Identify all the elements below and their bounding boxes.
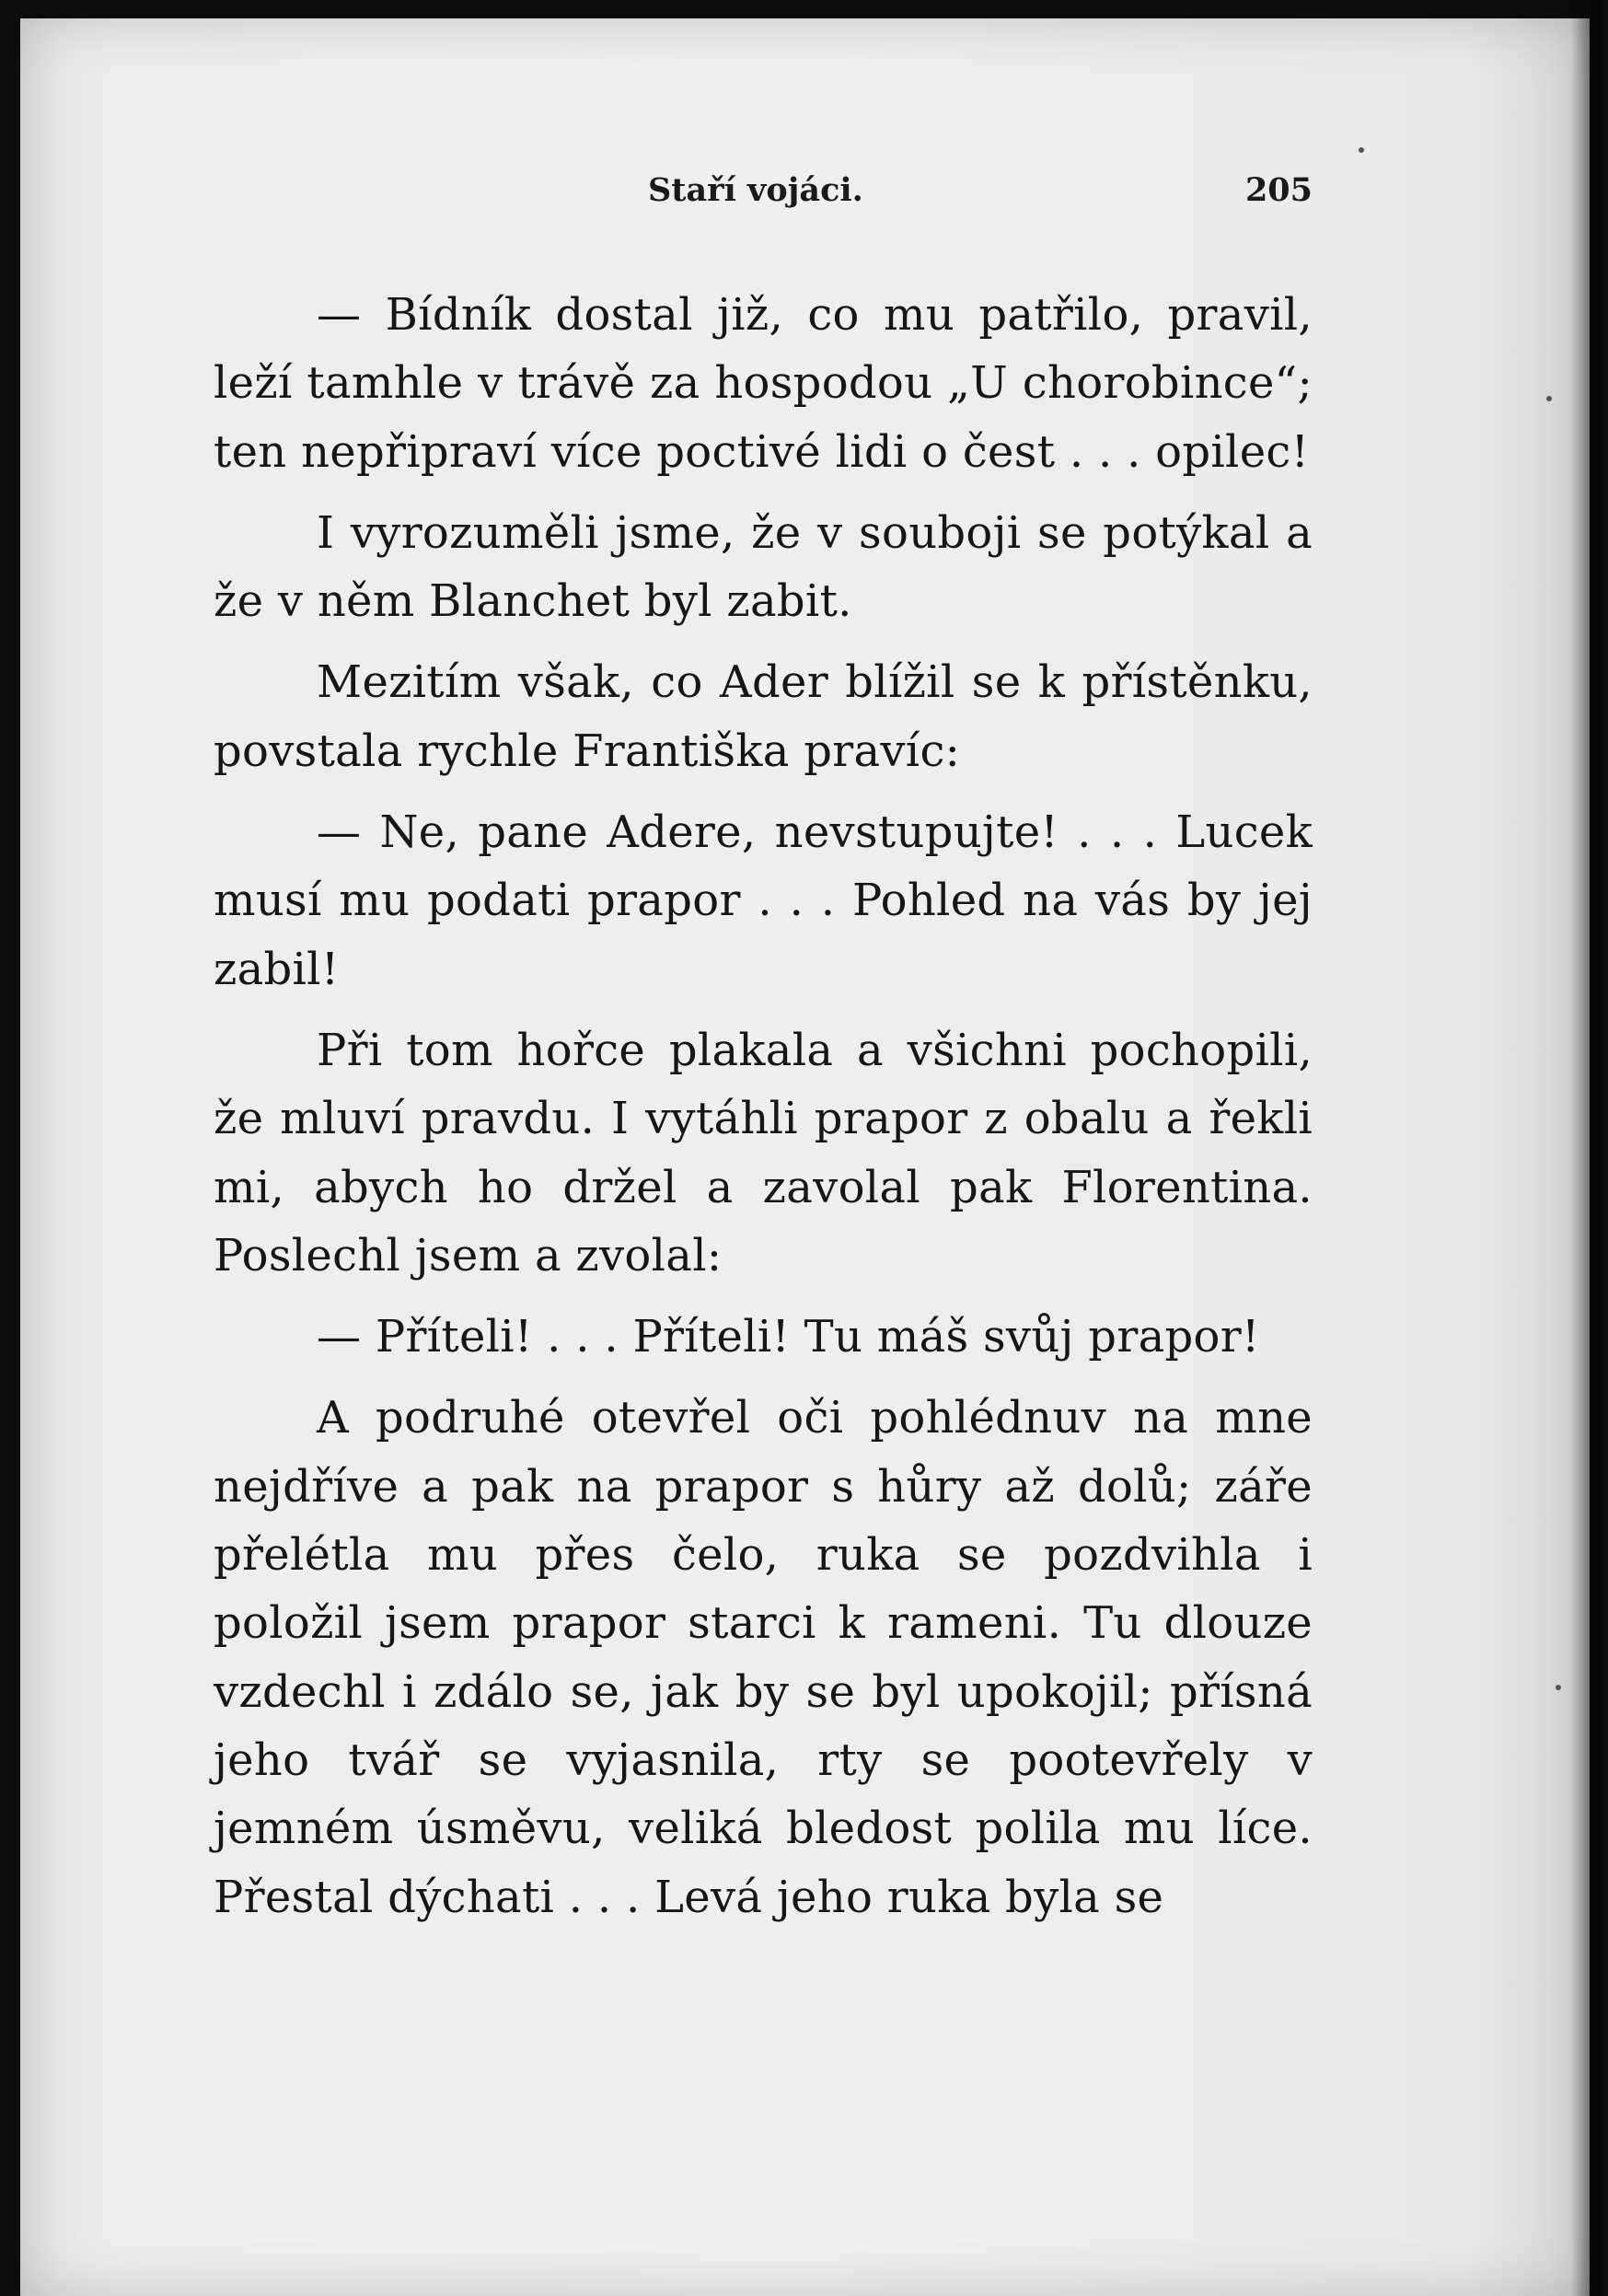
right-scan-border bbox=[1571, 0, 1608, 2296]
paragraph-4: — Ne, pane Adere, nevstupujte! . . . Lucek musí mu podati prapor . . . Pohled na vás by jej zabil! bbox=[214, 806, 1313, 995]
paragraph-6: — Příteli! . . . Příteli! Tu máš svůj prapor! bbox=[317, 1311, 1260, 1363]
paragraph-2: I vyrozuměli jsme, že v souboji se potýkal a že v něm Blanchet byl zabit. bbox=[214, 506, 1313, 628]
paragraph-7: A podruhé otevřel oči pohlédnuv na mne nejdříve a pak na prapor s hůry až dolů; záře přelétla mu přes čelo, ruka se pozdvihla i položil jsem prapor starci k rameni. Tu dlouze vzdechl i zdálo se, jak by se byl upokojil; přísná jeho tvář se vyjasnila, rty se pootevřely v jemném úsměvu, veliká bledost polila mu líce. Přestal dýchati . . . Levá jeho ruka byla se bbox=[214, 1392, 1313, 1923]
scan-speck bbox=[1359, 147, 1364, 153]
paragraph-3: Mezitím však, co Ader blížil se k přístěnku, povstala rychle Františka pravíc: bbox=[214, 656, 1313, 777]
running-title: Staří vojáci. bbox=[648, 171, 863, 209]
body-text bbox=[214, 281, 1313, 1931]
scan-speck bbox=[1546, 396, 1552, 401]
page-number: 205 bbox=[1244, 171, 1313, 209]
paragraph-5: Při tom hořce plakala a všichni pochopili, že mluví pravdu. I vytáhli prapor z obalu a řekli mi, abych ho držel a zavolal pak Florentina. Poslechl jsem a zvolal: bbox=[214, 1024, 1313, 1281]
paragraph-1: — Bídník dostal již, co mu patřilo, pravil, leží tamhle v trávě za hospodou „U chorobince“; ten nepřipraví více poctivé lidi o čest . . . opilec! bbox=[214, 289, 1313, 478]
page-header bbox=[214, 171, 1313, 217]
left-scan-border bbox=[0, 0, 20, 2296]
scan-speck bbox=[1556, 1685, 1561, 1690]
